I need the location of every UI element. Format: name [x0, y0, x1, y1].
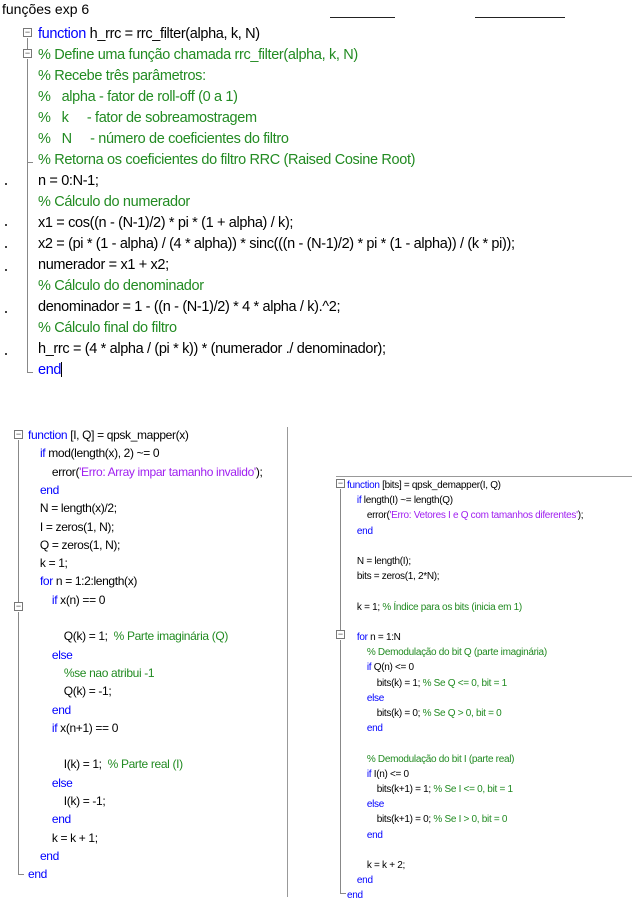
code-token [28, 721, 52, 735]
code-token: [I, Q] = qpsk_mapper(x) [67, 428, 189, 442]
code-line[interactable] [28, 682, 111, 700]
code-token: error( [28, 464, 80, 479]
code-token: n = 1:N [367, 632, 401, 643]
code-token: Q(k) = -1; [28, 684, 112, 699]
code-line[interactable] [38, 276, 204, 297]
keyword-token: end [347, 890, 363, 902]
code-line[interactable] [347, 797, 384, 812]
keyword-token: end [38, 362, 62, 378]
code-token [347, 647, 367, 658]
editor-top-line [336, 476, 632, 477]
code-token: Q(k) = 1; [28, 629, 114, 644]
code-token: x2 = (pi * (1 - alpha) / (4 * alpha)) * sinc(((n - (N-1)/2) * pi * (1 - alpha)) / (k * pi)); [38, 236, 515, 252]
keyword-token: end [51, 702, 71, 717]
code-line[interactable] [38, 45, 358, 66]
code-token: bits(k) = 1; [347, 677, 423, 689]
keyword-token: end [51, 812, 71, 827]
code-token [347, 754, 367, 765]
code-line[interactable] [347, 752, 514, 767]
code-line[interactable] [28, 865, 47, 883]
code-line[interactable] [347, 569, 439, 584]
breakpoint-marker[interactable] [5, 246, 7, 248]
code-line[interactable] [28, 701, 71, 719]
code-token: Q(n) <= 0 [371, 662, 414, 674]
keyword-token: end [356, 875, 373, 887]
breakpoint-marker[interactable] [5, 224, 7, 226]
code-line[interactable] [28, 646, 73, 664]
code-line[interactable] [347, 645, 547, 660]
fold-guide [27, 38, 28, 49]
code-token: ); [577, 510, 584, 522]
code-token: I(n) <= 0 [371, 768, 409, 780]
breakpoint-marker[interactable] [5, 353, 7, 355]
code-line[interactable] [28, 426, 189, 444]
code-token: n = 0:N-1; [38, 173, 99, 189]
comment-token: % alpha - fator de roll-off (0 a 1) [38, 89, 238, 105]
code-token: Q = zeros(1, N); [28, 537, 121, 552]
code-line[interactable] [38, 171, 99, 192]
code-token [28, 483, 40, 497]
code-line[interactable] [347, 524, 373, 539]
comment-token: % Cálculo do denominador [38, 278, 204, 294]
fold-guide [340, 640, 341, 893]
collapse-fold-icon[interactable]: − [337, 478, 344, 488]
code-token [347, 495, 357, 506]
comment-token: % Demodulação do bit I (parte real) [366, 753, 515, 765]
comment-token: % Cálculo do numerador [38, 194, 190, 210]
code-line[interactable] [38, 339, 386, 360]
keyword-token: function [347, 480, 380, 491]
keyword-token: for [356, 632, 368, 643]
code-line[interactable] [28, 847, 59, 865]
code-token [347, 875, 357, 886]
code-token: h_rrc = (4 * alpha / (pi * k)) * (numerador ./ denominador); [38, 341, 386, 357]
code-token: k = k + 1; [28, 830, 98, 845]
code-line[interactable] [38, 213, 293, 234]
keyword-token: if [366, 768, 372, 780]
code-token: bits(k+1) = 1; [347, 784, 434, 795]
code-line[interactable] [347, 721, 383, 736]
keyword-token: if [39, 446, 46, 461]
keyword-token: function [28, 428, 68, 442]
code-line[interactable] [38, 192, 190, 213]
code-token: N = length(I); [347, 556, 411, 567]
code-token: x(n+1) == 0 [57, 720, 119, 735]
code-line[interactable] [28, 518, 114, 536]
comment-token: % Parte real (I) [107, 757, 183, 772]
code-line[interactable] [347, 706, 501, 721]
code-token: N = length(x)/2; [28, 501, 117, 516]
code-line[interactable] [28, 755, 183, 773]
comment-token: % Cálculo final do filtro [38, 320, 177, 336]
code-line[interactable] [38, 108, 257, 129]
code-token: I(k) = 1; [28, 757, 108, 772]
comment-token: % Define uma função chamada rrc_filter(alpha, k, N) [38, 47, 358, 63]
code-token [347, 769, 367, 780]
code-token: I = zeros(1, N); [28, 519, 115, 534]
code-line[interactable] [347, 828, 383, 843]
collapse-fold-icon[interactable]: − [15, 601, 22, 611]
code-line[interactable] [28, 664, 154, 682]
code-token [347, 723, 367, 734]
keyword-token: end [366, 723, 383, 735]
breakpoint-marker[interactable] [5, 269, 7, 271]
code-token [28, 849, 40, 863]
code-token [28, 812, 52, 826]
code-line[interactable] [347, 691, 384, 706]
keyword-token: if [51, 592, 58, 607]
comment-token: % Índice para os bits (inicia em 1) [382, 601, 522, 613]
code-token [347, 799, 367, 810]
code-token [347, 632, 357, 643]
code-token [28, 446, 40, 460]
code-line[interactable] [38, 255, 169, 276]
code-line[interactable] [38, 24, 260, 45]
code-token: length(I) ~= length(Q) [361, 495, 453, 507]
keyword-token: if [366, 662, 372, 674]
fold-guide [18, 440, 19, 602]
code-line[interactable] [28, 554, 68, 572]
collapse-fold-icon[interactable]: − [24, 48, 31, 58]
fold-guide [340, 489, 341, 630]
code-line[interactable] [347, 478, 501, 493]
code-token: ); [255, 464, 263, 479]
code-token [28, 593, 52, 607]
code-line[interactable] [28, 774, 73, 792]
code-line[interactable] [347, 600, 522, 615]
code-token: numerador = x1 + x2; [38, 257, 169, 273]
code-line[interactable] [28, 627, 228, 645]
fold-guide [27, 59, 28, 372]
code-token [347, 662, 367, 673]
code-token [28, 703, 52, 717]
text-cursor [61, 362, 62, 377]
editor-edge-line [287, 427, 288, 897]
code-line[interactable] [347, 873, 373, 888]
code-token [28, 666, 64, 680]
comment-token: % N - número de coeficientes do filtro [38, 131, 289, 147]
fold-guide-end [27, 372, 33, 373]
collapse-fold-icon[interactable]: − [24, 27, 31, 37]
comment-token: %se nao atribui -1 [63, 665, 155, 680]
fold-guide [18, 612, 19, 874]
code-token: denominador = 1 - ((n - (N-1)/2) * 4 * alpha / k).^2; [38, 299, 341, 315]
code-line[interactable] [28, 829, 98, 847]
keyword-token: else [51, 647, 73, 662]
code-line[interactable] [38, 318, 177, 339]
comment-token: % Se I > 0, bit = 0 [433, 814, 508, 826]
keyword-token: if [51, 720, 58, 735]
code-line[interactable] [28, 463, 262, 481]
code-token: x(n) == 0 [57, 592, 106, 607]
page-title: funções exp 6 [2, 1, 90, 17]
comment-token: % k - fator de sobreamostragem [38, 110, 257, 126]
code-token: bits = zeros(1, 2*N); [347, 571, 440, 583]
collapse-fold-icon[interactable]: − [15, 429, 22, 439]
comment-token: % Se Q <= 0, bit = 1 [422, 677, 507, 689]
code-line[interactable] [347, 660, 414, 675]
code-token: k = k + 2; [347, 860, 405, 871]
keyword-token: else [366, 692, 384, 704]
code-line[interactable] [347, 554, 411, 569]
code-token: bits(k) = 0; [347, 708, 423, 719]
code-line[interactable] [347, 508, 583, 523]
code-line[interactable] [28, 499, 117, 517]
code-token: bits(k+1) = 0; [347, 814, 434, 826]
code-token: error( [347, 510, 390, 522]
code-line[interactable] [28, 536, 120, 554]
keyword-token: end [39, 482, 59, 497]
code-token: x1 = cos((n - (N-1)/2) * pi * (1 + alpha) / k); [38, 215, 294, 231]
comment-token: % Se Q > 0, bit = 0 [422, 708, 502, 719]
code-token: k = 1; [28, 556, 68, 571]
fold-guide-end [18, 874, 24, 875]
keyword-token: function [38, 26, 86, 42]
code-line[interactable] [38, 234, 515, 255]
header-divider-right [475, 17, 565, 18]
comment-token: % Parte imaginária (Q) [113, 629, 228, 644]
code-line[interactable] [347, 630, 401, 645]
code-line[interactable] [38, 297, 340, 318]
keyword-token: end [39, 848, 59, 863]
code-token [28, 574, 40, 588]
code-token: h_rrc = rrc_filter(alpha, k, N) [86, 26, 260, 42]
code-token: I(k) = -1; [28, 794, 106, 808]
code-token: k = 1; [347, 601, 383, 613]
code-token: [bits] = qpsk_demapper(I, Q) [379, 480, 501, 491]
code-line[interactable] [28, 481, 59, 499]
code-token: n = 1:2:length(x) [52, 574, 137, 589]
code-line[interactable] [38, 66, 206, 87]
header-divider-left [330, 17, 395, 18]
string-token: 'Erro: Array impar tamanho invalido' [79, 464, 256, 479]
collapse-fold-icon[interactable]: − [337, 629, 344, 639]
code-line[interactable] [28, 810, 71, 828]
breakpoint-marker[interactable] [5, 183, 7, 185]
comment-token: % Demodulação do bit Q (parte imaginária) [366, 647, 547, 659]
code-line[interactable] [28, 792, 105, 810]
code-line[interactable] [347, 782, 513, 797]
code-line[interactable] [28, 572, 137, 590]
code-line[interactable] [347, 767, 409, 782]
code-token: mod(length(x), 2) ~= 0 [45, 446, 160, 461]
keyword-token: else [51, 775, 73, 790]
comment-token: % Retorna os coeficientes do filtro RRC (Raised Cosine Root) [38, 152, 416, 168]
code-line[interactable] [38, 129, 289, 150]
keyword-token: end [366, 829, 383, 841]
code-line[interactable] [38, 150, 415, 171]
fold-guide-end [340, 893, 346, 894]
keyword-token: end [28, 867, 47, 882]
comment-token: % Se I <= 0, bit = 1 [433, 784, 513, 795]
fold-guide-end [27, 162, 33, 163]
code-line[interactable] [28, 719, 118, 737]
code-line[interactable] [347, 858, 405, 873]
code-line[interactable] [38, 87, 238, 108]
keyword-token: for [39, 574, 53, 589]
breakpoint-marker[interactable] [5, 311, 7, 313]
code-token [347, 693, 367, 704]
comment-token: % Recebe três parâmetros: [38, 68, 206, 84]
code-line[interactable] [38, 360, 62, 381]
keyword-token: end [356, 525, 373, 537]
code-token [347, 830, 367, 841]
string-token: 'Erro: Vetores I e Q com tamanhos diferentes' [389, 510, 578, 522]
keyword-token: else [366, 799, 384, 811]
keyword-token: if [356, 495, 362, 507]
code-line[interactable] [28, 444, 159, 462]
code-line[interactable] [347, 888, 363, 903]
code-line[interactable] [28, 591, 105, 609]
code-line[interactable] [347, 676, 507, 691]
code-token [28, 648, 52, 662]
code-line[interactable] [347, 812, 507, 827]
code-token [28, 776, 52, 790]
code-token [347, 526, 357, 537]
code-line[interactable] [347, 493, 453, 508]
